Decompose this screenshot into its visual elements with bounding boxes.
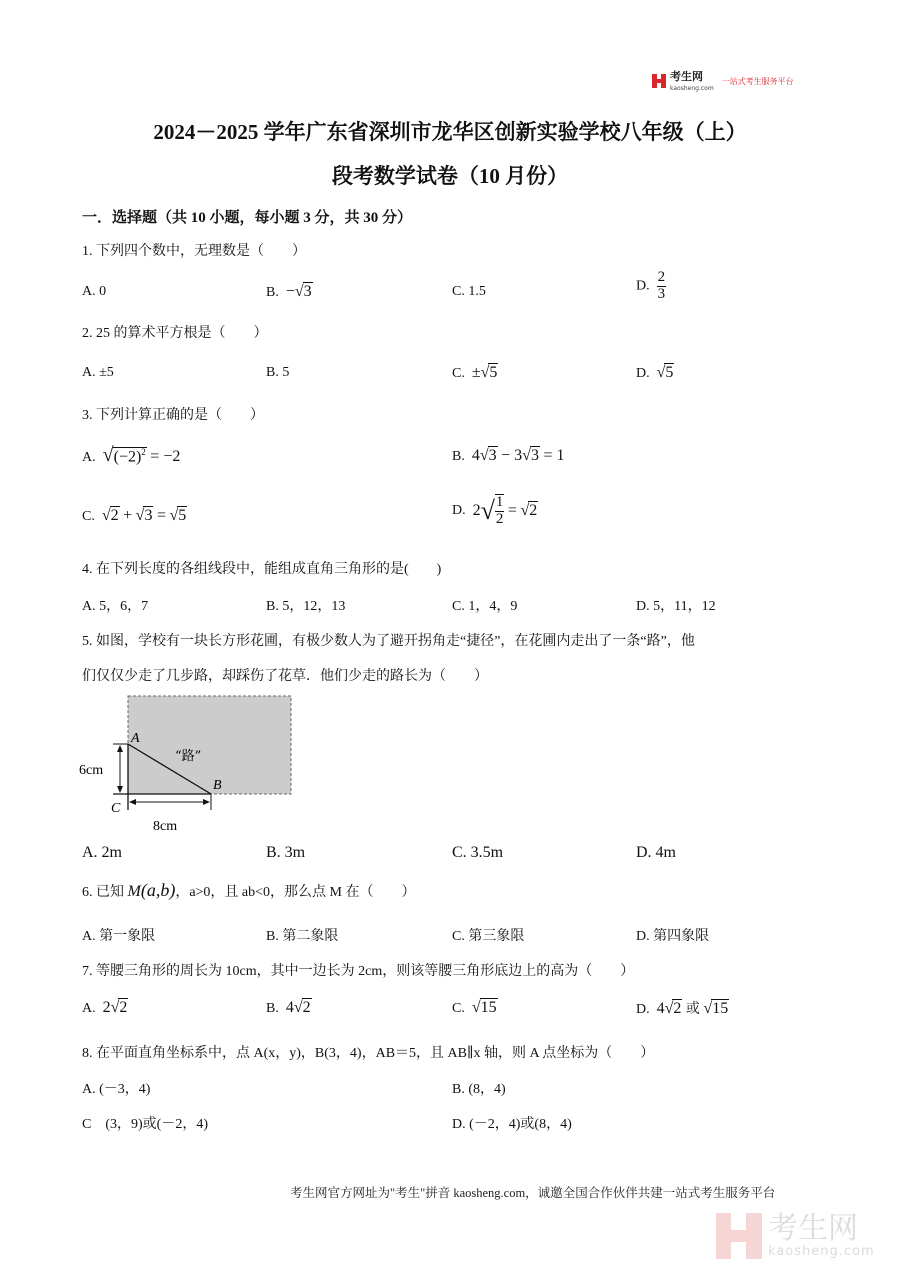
q4-option-c: C. 1，4，9 [452,599,518,614]
q7-option-a: A. 2√2 [82,999,128,1016]
kaosheng-logo-icon [652,74,666,88]
page-title-line1: 2024－2025 学年广东省深圳市龙华区创新实验学校八年级（上） [153,120,747,144]
q2-option-b: B. 5 [266,365,290,380]
q2-option-d: D. √5 [636,364,674,381]
label-6cm: 6cm [79,763,104,778]
section-heading: 一．选择题（共 10 小题，每小题 3 分，共 30 分） [82,210,413,226]
q6-option-d: D. 第四象限 [636,929,710,944]
q1-option-d: D. $\frac{2}{3}$ [636,269,666,302]
question-3-stem: 3. 下列计算正确的是（ ） [82,408,264,423]
watermark-text: 考生网 [768,1211,858,1246]
watermark-domain: kaosheng.com [768,1244,875,1259]
question-4-stem: 4. 在下列长度的各组线段中，能组成直角三角形的是( ) [82,562,442,577]
question-5-stem-line2: 们仅仅少走了几步路，却踩伤了花草．他们少走的路长为（ ） [82,669,488,684]
label-a: A [131,731,140,746]
q1-option-b: B. −√3 [266,283,312,300]
q1-option-c: C. 1.5 [452,284,486,299]
q3-option-b: B. 4√3 − 3√3 = 1 [452,447,565,464]
watermark-logo-icon [716,1213,762,1259]
label-8cm: 8cm [153,819,178,834]
question-5-stem-line1: 5. 如图，学校有一块长方形花圃，有极少数人为了避开拐角走“捷径”，在花圃内走出了一条“路”，他 [82,634,695,649]
q4-option-a: A. 5，6，7 [82,599,149,614]
q6-option-c: C. 第三象限 [452,929,525,944]
q4-option-d: D. 5，11，12 [636,599,716,614]
q8-option-c: C (3，9)或(－2，4) [82,1117,208,1132]
q3-option-a: A. $√(-2)^2 = -2$ [82,444,181,466]
q3-option-c: C. √2 + √3 = √5 [82,507,187,524]
label-c: C [111,801,121,816]
q1-option-a: A. 0 [82,284,107,299]
logo-text: 考生网 [670,70,703,83]
q8-option-d: D. (－2，4)或(8，4) [452,1117,572,1132]
watermark [716,1212,875,1259]
header-logo [652,70,794,92]
question-8-stem: 8. 在平面直角坐标系中，点 A(x，y)，B(3，4)，AB＝5，且 AB∥x 轴，则 A 点坐标为（ ） [82,1046,655,1061]
q5-figure [75,688,305,836]
q7-option-d: D. 4√2 或 √15 [636,1000,729,1017]
logo-domain: kaosheng.com [670,84,714,92]
q7-option-b: B. 4√2 [266,999,311,1016]
q2-option-a: A. ±5 [82,365,114,380]
flower-bed [128,696,291,794]
question-1-stem: 1. 下列四个数中，无理数是（ ） [82,244,306,259]
q8-option-a: A. (－3，4) [82,1082,151,1097]
q4-option-b: B. 5，12，13 [266,599,346,614]
footer-text: 考生网官方网址为"考生"拼音 kaosheng.com，诚邀全国合作伙伴共建一站式考生服务平台 [290,1186,776,1200]
question-6-stem: 6. 已知 M(a,b)，a>0，且 ab<0，那么点 M 在（ ） [82,880,416,900]
q3-option-d: D. 2√ $\frac{1}{2}$ = √2 [452,494,538,527]
q6-option-b: B. 第二象限 [266,929,339,944]
logo-slogan: 一站式考生服务平台 [721,76,794,86]
label-b: B [213,778,222,793]
q5-option-a: A. 2m [82,844,122,861]
q5-option-c: C. 3.5m [452,844,504,861]
q6-option-a: A. 第一象限 [82,929,156,944]
q5-option-b: B. 3m [266,844,306,861]
question-7-stem: 7. 等腰三角形的周长为 10cm，其中一边长为 2cm，则该等腰三角形底边上的高为（ ） [82,964,635,979]
label-road: “路” [175,749,202,764]
q7-option-c: C. √15 [452,999,497,1016]
question-2-stem: 2. 25 的算术平方根是（ ） [82,326,268,341]
q5-option-d: D. 4m [636,844,676,861]
page-title-line2: 段考数学试卷（10 月份） [331,164,569,188]
q2-option-c: C. ±√5 [452,364,498,381]
q8-option-b: B. (8，4) [452,1082,506,1097]
